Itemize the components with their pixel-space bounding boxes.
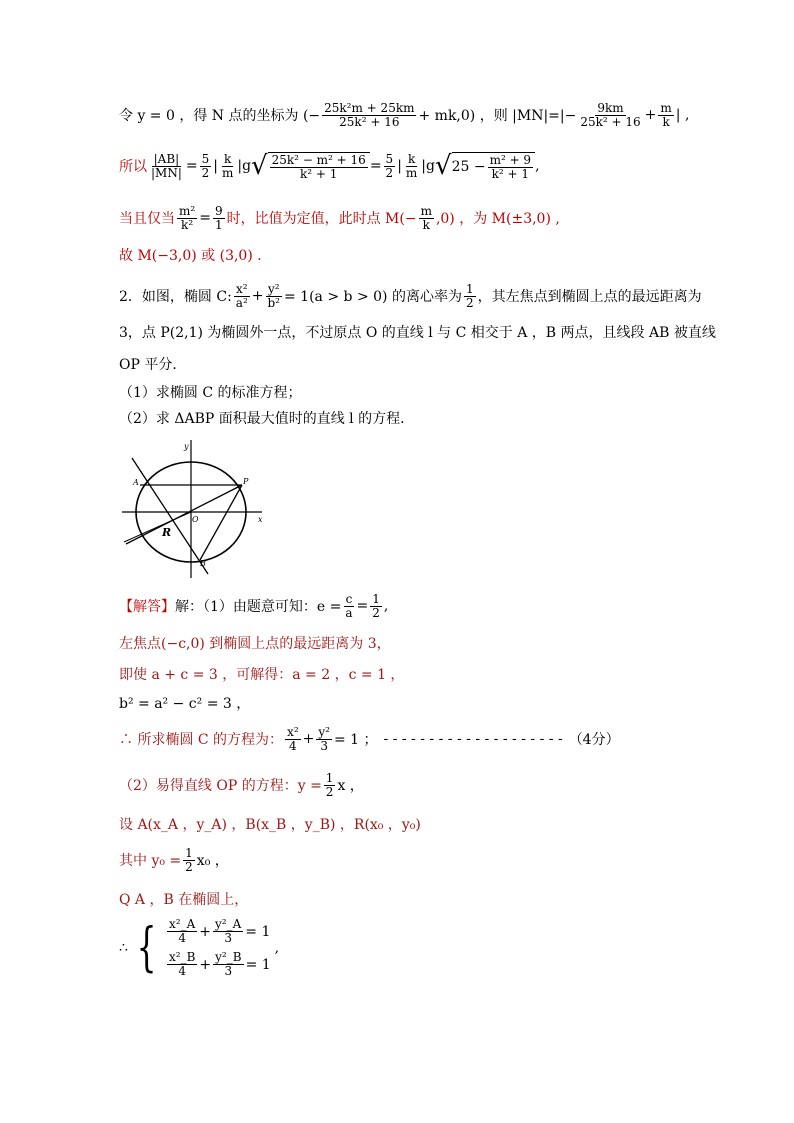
fraction: [370, 593, 382, 620]
fraction: [404, 153, 419, 180]
problem-2-line-1: [119, 282, 702, 310]
denominator: 2: [201, 165, 210, 180]
solution-line-condition: [119, 204, 560, 232]
numerator: k: [224, 151, 232, 166]
text: 当且仅当: [119, 211, 175, 227]
denominator: a: [345, 605, 353, 620]
square-root: √ 25 − $\frac{\text{m² + 9}}{\text{k² + 1}}$: [435, 152, 535, 181]
fraction: [316, 726, 332, 753]
text: +: [644, 107, 657, 123]
solution-step-8: [119, 846, 229, 874]
text: =: [369, 158, 382, 174]
denominator: 4: [289, 738, 297, 753]
denominator: |MN|: [151, 165, 182, 180]
solution-step-1: [119, 592, 388, 620]
label-x: x: [258, 515, 263, 524]
numerator: y²_B: [215, 950, 242, 964]
fraction: [578, 102, 642, 129]
fraction: [213, 951, 243, 978]
text: 其中 y₀ =: [119, 853, 182, 869]
denominator: k² + 1: [491, 166, 530, 181]
line-op: [126, 485, 242, 544]
numerator: x²: [235, 281, 248, 296]
numerator: m: [420, 203, 432, 218]
fraction: [285, 726, 301, 753]
text: = 1(a > b > 0) 的离心率为: [284, 289, 462, 305]
fraction: [270, 154, 368, 181]
text: 所以: [119, 159, 147, 175]
fraction: [149, 153, 184, 180]
solution-step-9: Q A ，B 在椭圆上，: [119, 892, 249, 908]
label-a: A: [133, 478, 139, 487]
text: 解：（1）由题意可知：e =: [175, 599, 342, 615]
text: 令 y = 0 ，得 N 点的坐标为 (−: [119, 108, 321, 124]
text: 2．如图，椭圆 C:: [119, 289, 232, 305]
solution-line-n-coordinate: [119, 101, 689, 129]
numerator: 9km: [597, 100, 624, 115]
denominator: k² + 1: [300, 166, 338, 181]
numerator: 1: [325, 770, 334, 785]
numerator: 25k²m + 25km: [324, 100, 415, 115]
numerator: m²: [179, 203, 196, 218]
numerator: x²_A: [169, 917, 196, 931]
numerator: x²_B: [169, 950, 196, 964]
label-p: P: [243, 477, 249, 486]
question-2: （2）求 ΔABP 面积最大值时的直线 l 的方程．: [119, 411, 415, 427]
numerator: 1: [372, 591, 380, 606]
fraction: [213, 918, 243, 945]
label-o: O: [192, 515, 199, 524]
numerator: 25k² − m² + 16: [271, 152, 366, 167]
text: ,0) ，为 M(±3,0) ,: [435, 211, 560, 227]
denominator: 2: [465, 295, 474, 310]
equation-rows: [165, 918, 271, 978]
solution-step-7: 设 A(x_A ，y_A) ，B(x_B ，y_B) ，R(x₀ ，y₀): [119, 817, 421, 833]
numerator: c: [345, 591, 353, 606]
equation-row: [165, 918, 271, 945]
numerator: 1: [465, 281, 474, 296]
denominator: 2: [385, 165, 394, 180]
numerator: |AB|: [153, 151, 180, 166]
numerator: y²: [267, 281, 280, 296]
numerator: m² + 9: [489, 152, 532, 167]
text: = 1 ；: [333, 732, 378, 748]
segment-ro: [124, 512, 191, 542]
fraction: [234, 283, 250, 310]
fraction: [200, 153, 212, 180]
text: +: [199, 923, 211, 940]
text: +: [302, 731, 315, 747]
fraction: [464, 283, 476, 310]
fraction: [324, 772, 336, 799]
numerator: x²: [287, 724, 299, 739]
numerator: 9: [214, 203, 223, 218]
denominator: 2: [325, 784, 334, 799]
fraction: [220, 153, 235, 180]
denominator: 3: [224, 964, 233, 978]
solution-step-4: b² = a² − c² = 3 ，: [119, 696, 251, 712]
text: + mk,0) ，则 |MN|=|−: [418, 108, 577, 124]
solution-line-ratio: [119, 152, 540, 180]
text: =: [356, 598, 369, 614]
fraction: [167, 951, 197, 978]
solution-step-5: [119, 725, 620, 753]
abs-close: |g: [421, 158, 435, 174]
fraction: [213, 205, 225, 232]
numerator: 1: [185, 845, 193, 860]
text: = 1: [245, 923, 271, 940]
text: x₀ ，: [196, 853, 229, 869]
label-b: B: [200, 559, 206, 568]
denominator: 1: [214, 217, 223, 232]
abs-open: |: [397, 158, 402, 174]
denominator: 25k² + 16: [339, 114, 400, 129]
label-r: R: [162, 526, 172, 539]
solution-step-2: 左焦点(−c,0) 到椭圆上点的最远距离为 3，: [119, 636, 391, 652]
problem-2-line-2: 3，点 P(2,1) 为椭圆外一点，不过原点 O 的直线 l 与 C 相交于 A ，B 两点，且线段 AB 被直线: [119, 325, 716, 341]
denominator: k²: [181, 217, 194, 232]
fraction: [322, 102, 416, 129]
denominator: m: [221, 165, 234, 180]
dash-separator: - - - - - - - - - - - - - - - - - - - -: [383, 731, 563, 747]
denominator: 25k² + 16: [580, 114, 641, 129]
fraction: [177, 205, 197, 232]
fraction: [167, 918, 197, 945]
denominator: 2: [185, 859, 193, 874]
fraction: [266, 283, 283, 310]
fraction: [658, 102, 673, 129]
equation-system: [119, 918, 279, 978]
text: ，其左焦点到椭圆上点的最远距离为: [477, 289, 702, 305]
left-brace: {: [136, 918, 157, 978]
solution-step-6: [119, 771, 364, 799]
denominator: 2: [372, 605, 380, 620]
label-y: y: [184, 442, 189, 451]
solution-line-conclusion: 故 M(−3,0) 或 (3,0) .: [119, 248, 262, 264]
text: = 1: [245, 956, 271, 973]
denominator: b²: [267, 295, 280, 310]
text: ∴ 所求椭圆 C 的方程为：: [119, 732, 284, 748]
text: 时，比值为定值，此时点 M(−: [226, 211, 417, 227]
solution-step-3: 即使 a + c = 3 ，可解得：a = 2 ，c = 1 ，: [119, 667, 405, 683]
text: 25 −: [451, 159, 486, 175]
denominator: 3: [224, 931, 232, 945]
question-1: （1）求椭圆 C 的标准方程；: [119, 385, 302, 401]
fraction: [384, 153, 396, 180]
fraction: [183, 847, 195, 874]
denominator: k: [422, 217, 430, 232]
score-note: （4分）: [568, 732, 620, 748]
denominator: a²: [235, 295, 248, 310]
text: +: [199, 956, 212, 973]
numerator: 5: [201, 151, 210, 166]
text: （2）易得直线 OP 的方程：y =: [119, 778, 322, 794]
abs-close: |g: [237, 158, 252, 174]
equation-row: [165, 951, 271, 978]
ellipse-figure: [118, 438, 270, 580]
text: | ,: [675, 107, 690, 123]
denominator: 4: [178, 964, 187, 978]
text: ,: [535, 158, 540, 174]
numerator: y²: [318, 724, 330, 739]
text: x ，: [337, 778, 364, 794]
fraction: [419, 205, 434, 232]
denominator: 4: [178, 931, 186, 945]
text: ,: [383, 598, 389, 614]
denominator: 3: [320, 738, 328, 753]
text: =: [199, 210, 211, 226]
numerator: m: [660, 100, 672, 115]
fraction: [343, 593, 354, 620]
text: +: [251, 288, 264, 304]
numerator: 5: [385, 151, 394, 166]
numerator: k: [407, 151, 416, 166]
denominator: k: [662, 114, 670, 129]
text: =: [185, 158, 198, 174]
fraction: [488, 154, 534, 181]
square-root: √ $\frac{\text{25k² − m² + 16}}{\text{k² + 1}}$: [251, 152, 370, 181]
numerator: y²_A: [215, 917, 242, 931]
text: ,: [274, 940, 280, 956]
problem-2-line-3: OP 平分．: [119, 357, 187, 373]
therefore-symbol: ∴: [119, 940, 128, 956]
denominator: m: [405, 165, 418, 180]
answer-tag: 【解答】: [119, 599, 175, 615]
abs-open: |: [213, 158, 218, 174]
